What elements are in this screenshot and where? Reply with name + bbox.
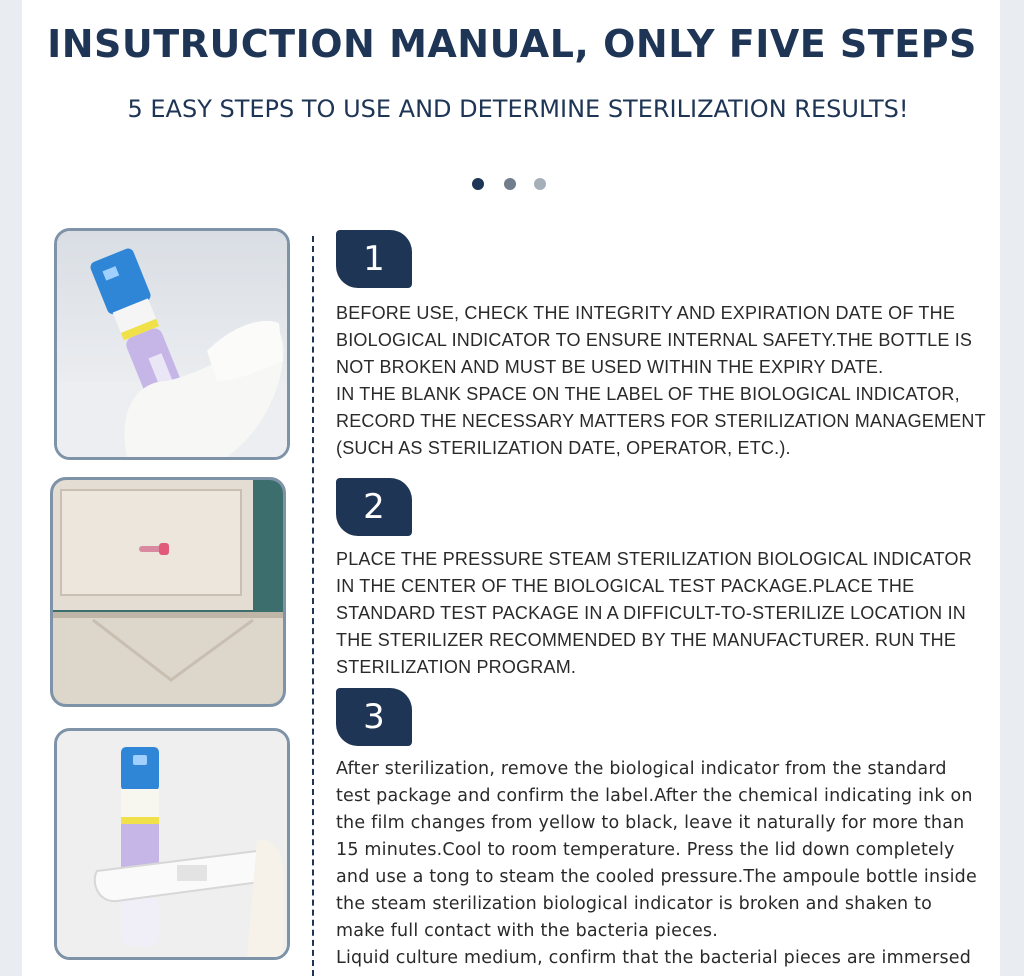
carousel-dot[interactable] (534, 178, 546, 190)
step-3-photo (54, 728, 290, 960)
step-3-description: After sterilization, remove the biological indicator from the standard test package and confirm the label.After the chemical indicating ink on the film changes from yellow to black, leave it naturally for more than 15 minutes.Cool to room temperature. Press the lid down completely and use a tong to steam the cooled pressure.The ampoule bottle inside the steam sterilization biological indicator is broken and shaken to make full contact with the bacteria pieces. Liquid culture medium, confirm that the bacterial pieces are immersed (336, 759, 977, 968)
carousel-dot[interactable] (504, 178, 516, 190)
step-2-description: PLACE THE PRESSURE STEAM STERILIZATION BIOLOGICAL INDICATOR IN THE CENTER OF THE BIOLOGICAL TEST PACKAGE.PLACE THE STANDARD TEST PACKAGE IN A DIFFICULT-TO-STERILIZE LOCATION IN THE STERILIZER RECOMMENDED BY THE MANUFACTURER. RUN THE STERILIZATION PROGRAM. (336, 549, 972, 677)
step-3-number-badge: 3 (336, 688, 412, 746)
step-1-description: BEFORE USE, CHECK THE INTEGRITY AND EXPIRATION DATE OF THE BIOLOGICAL INDICATOR TO ENSURE INTERNAL SAFETY.THE BOTTLE IS NOT BROKEN AND MUST BE USED WITHIN THE EXPIRY DATE. IN THE BLANK SPACE ON THE LABEL OF THE BIOLOGICAL INDICATOR, RECORD THE NECESSARY MATTERS FOR STERILIZATION MANAGEMENT (SUCH AS STERILIZATION DATE, OPERATOR, ETC.). (336, 303, 986, 458)
page-subtitle: 5 EASY STEPS TO USE AND DETERMINE STERILIZATION RESULTS! (127, 95, 909, 123)
dashed-divider (312, 236, 314, 976)
test-package-illustration (53, 480, 283, 704)
page-title: INSUTRUCTION MANUAL, ONLY FIVE STEPS (47, 22, 977, 66)
step-1-number-badge: 1 (336, 230, 412, 288)
step-2-photo (50, 477, 286, 707)
step-2-number-badge: 2 (336, 478, 412, 536)
indicator-in-glove-illustration (57, 231, 287, 457)
indicator-in-tong-illustration (57, 731, 287, 957)
step-1-photo (54, 228, 290, 460)
carousel-dot-active[interactable] (472, 178, 484, 190)
